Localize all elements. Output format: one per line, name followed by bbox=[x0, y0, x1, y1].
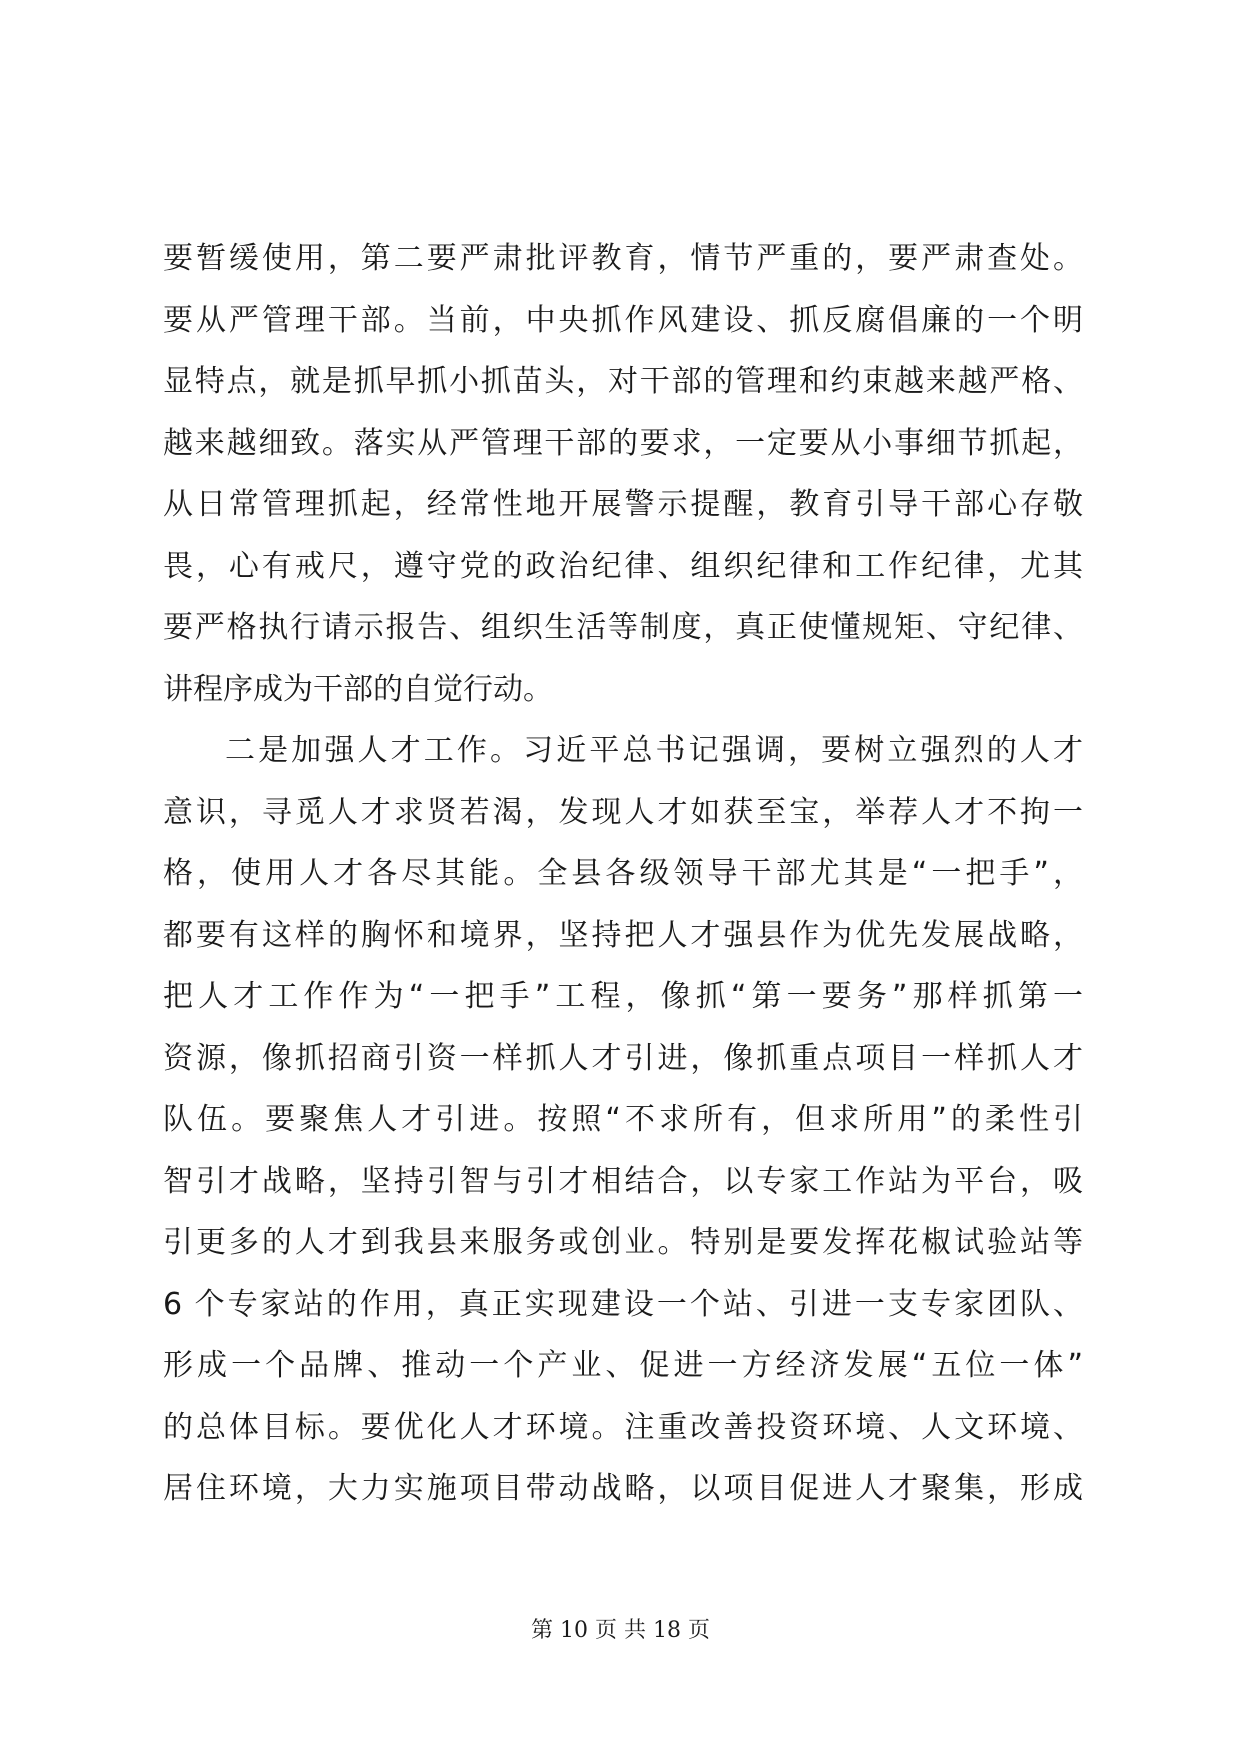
text-line: 要严格执行请示报告、组织生活等制度，真正使懂规矩、守纪律、 bbox=[163, 610, 1083, 645]
text-line: 都要有这样的胸怀和境界，坚持把人才强县作为优先发展战略， bbox=[163, 917, 1083, 953]
text-line: 越来越细致。落实从严管理干部的要求，一定要从小事细节抓起， bbox=[163, 425, 1083, 461]
text-line: 从日常管理抓起，经常性地开展警示提醒，教育引导干部心存敬 bbox=[163, 487, 1083, 522]
text-line: 的总体目标。要优化人才环境。注重改善投资环境、人文环境、 bbox=[163, 1409, 1083, 1445]
text-line: 显特点，就是抓早抓小抓苗头，对干部的管理和约束越来越严格、 bbox=[163, 364, 1083, 399]
document-body bbox=[163, 228, 1083, 1520]
text-line: 资源，像抓招商引资一样抓人才引进，像抓重点项目一样抓人才 bbox=[163, 1040, 1083, 1076]
text-line: 6 个专家站的作用，真正实现建设一个站、引进一支专家团队、 bbox=[163, 1286, 1083, 1322]
text-line: 格，使用人才各尽其能。全县各级领导干部尤其是“一把手”， bbox=[163, 856, 1083, 891]
text-line: 队伍。要聚焦人才引进。按照“不求所有，但求所用”的柔性引 bbox=[163, 1102, 1083, 1137]
paragraph-first-line: 二是加强人才工作。习近平总书记强调，要树立强烈的人才 bbox=[225, 733, 1083, 768]
text-line: 讲程序成为干部的自觉行动。 bbox=[163, 671, 553, 707]
text-line: 智引才战略，坚持引智与引才相结合，以专家工作站为平台，吸 bbox=[163, 1163, 1083, 1199]
text-line: 要暂缓使用，第二要严肃批评教育，情节严重的，要严肃查处。 bbox=[163, 241, 1083, 276]
text-line: 意识，寻觅人才求贤若渴，发现人才如获至宝，举荐人才不拘一 bbox=[163, 794, 1083, 830]
text-line: 居住环境，大力实施项目带动战略，以项目促进人才聚集，形成 bbox=[163, 1471, 1083, 1506]
text-line: 把人才工作作为“一把手”工程，像抓“第一要务”那样抓第一 bbox=[163, 979, 1083, 1014]
text-line: 要从严管理干部。当前，中央抓作风建设、抓反腐倡廉的一个明 bbox=[163, 302, 1083, 338]
text-line: 引更多的人才到我县来服务或创业。特别是要发挥花椒试验站等 bbox=[163, 1225, 1083, 1260]
page-number-footer: 第 10 页 共 18 页 bbox=[531, 1618, 710, 1643]
text-line: 形成一个品牌、推动一个产业、促进一方经济发展“五位一体” bbox=[163, 1348, 1083, 1383]
text-line: 畏，心有戒尺，遵守党的政治纪律、组织纪律和工作纪律，尤其 bbox=[163, 548, 1083, 584]
